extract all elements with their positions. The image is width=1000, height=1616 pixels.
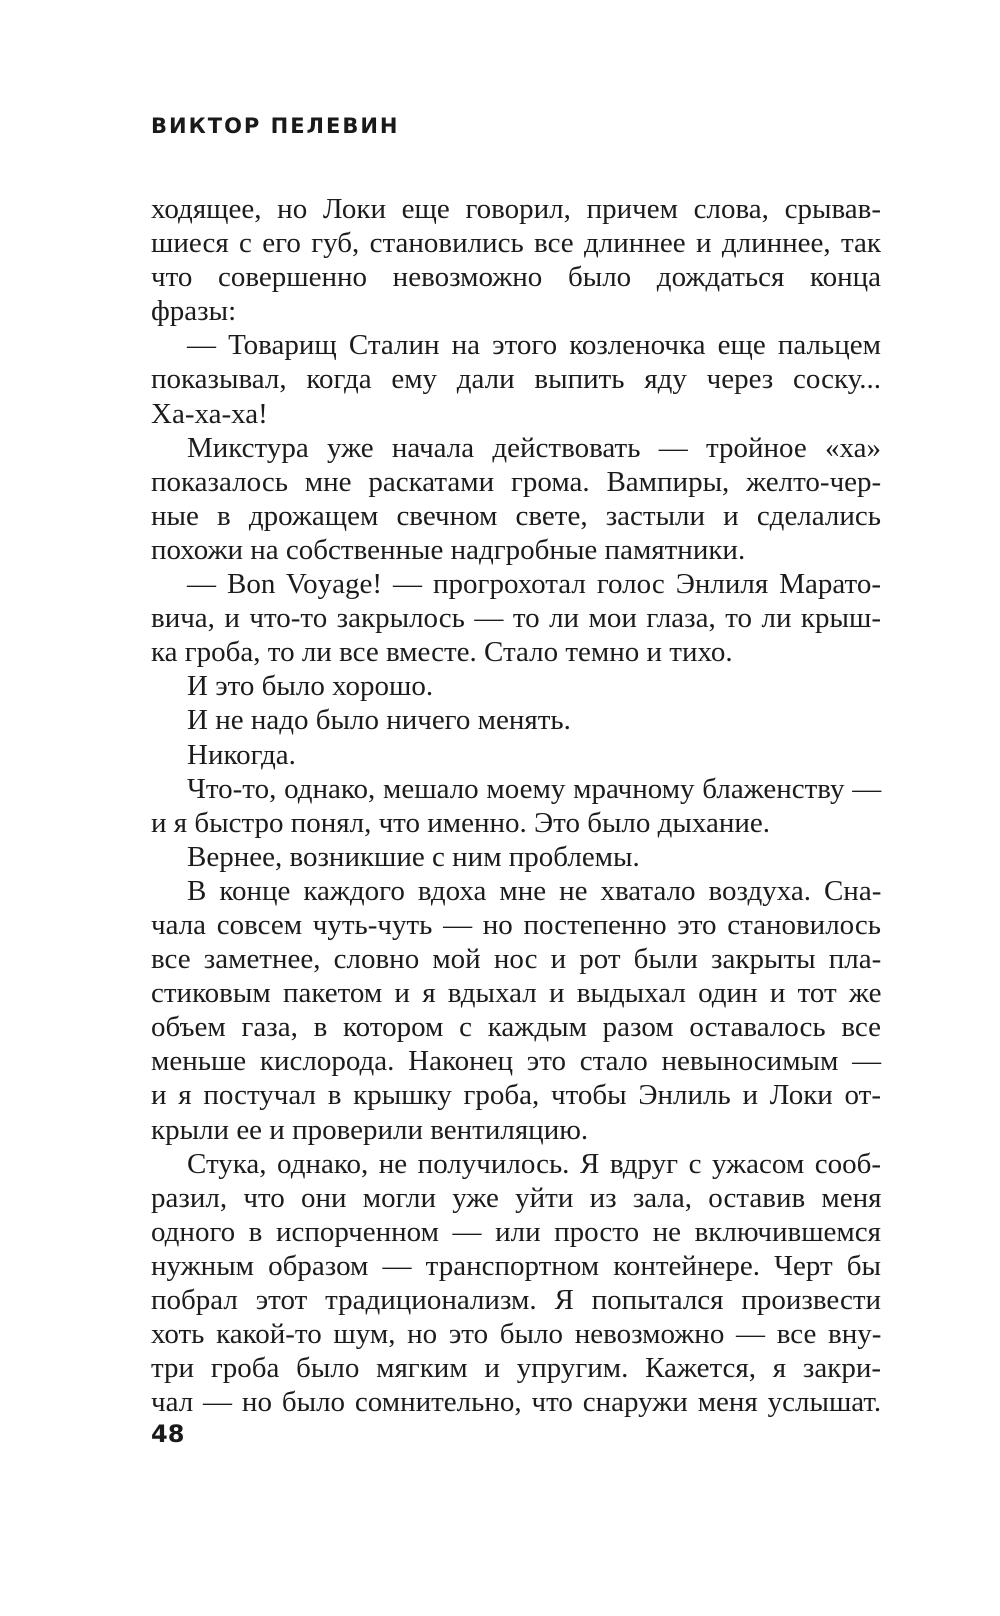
text-line: вича, и что-то закрылось — то ли мои глаза, то ли крыш- [151,602,881,635]
text-line: крыли ее и проверили вентиляцию. [151,1113,589,1146]
body-text [151,192,881,1419]
text-line: и я постучал в крышку гроба, чтобы Энлиль и Локи от- [151,1079,881,1112]
text-line: ходящее, но Локи еще говорил, причем слова, срывав- [151,193,881,225]
text-line: Микстура уже начала действовать — тройное «ха» [187,431,881,464]
text-line: хоть какой-то шум, но это было невозможно — все вну- [151,1318,882,1351]
text-line: похожи на собственные надгробные памятники. [151,533,746,566]
text-line: — Товарищ Сталин на этого козленочка еще пальцем [187,329,881,362]
page-number: 48 [151,1420,185,1448]
text-line: что совершенно невозможно было дождаться конца [151,261,882,294]
text-line: все заметнее, словно мой нос и рот были закрыты пла- [151,943,882,976]
text-line: — Bon Voyage! — прогрохотал голос Энлиля Марато- [187,568,881,601]
text-line: И это было хорошо. [187,670,434,703]
text-line: и я быстро понял, что именно. Это было дыхание. [151,806,771,839]
text-line: фразы: [151,295,237,328]
text-line: ка гроба, то ли все вместе. Стало темно и тихо. [151,636,733,669]
text-line: меньше кислорода. Наконец это стало невыносимым — [151,1045,882,1078]
text-line: Никогда. [187,738,296,771]
text-line: чал — но было сомнительно, что снаружи меня услышат. [151,1386,882,1419]
text-line: Что-то, однако, мешало моему мрачному блаженству — [187,772,882,805]
text-line: нужным образом — транспортном контейнере. Черт бы [151,1249,881,1282]
text-line: Вернее, возникшие с ним проблемы. [187,840,640,873]
text-line: И не надо было ничего менять. [187,704,571,737]
text-line: шиеся с его губ, становились все длиннее и длиннее, так [151,227,881,260]
text-line: ные в дрожащем свечном свете, застыли и сделались [151,499,881,532]
text-line: три гроба было мягким и упругим. Кажется, я закри- [151,1352,881,1385]
text-line: показывал, когда ему дали выпить яду через соску... [151,363,881,396]
text-line: побрал этот традиционализм. Я попытался произвести [151,1284,882,1316]
text-line: Ха-ха-ха! [151,397,268,430]
text-line: В конце каждого вдоха мне не хватало воздуха. Сна- [187,874,882,907]
running-head: ВИКТОР ПЕЛЕВИН [151,114,400,138]
text-line: одного в испорченном — или просто не включившемся [151,1215,881,1248]
text-line: Стука, однако, не получилось. Я вдруг с ужасом сооб- [187,1147,881,1180]
text-line: объем газа, в котором с каждым разом оставалось все [151,1011,881,1044]
text-line: разил, что они могли уже уйти из зала, оставив меня [151,1181,882,1214]
text-line: стиковым пакетом и я вдыхал и выдыхал один и тот же [151,977,882,1010]
text-line: показалось мне раскатами грома. Вампиры, желто-чер- [151,465,882,498]
text-line: чала совсем чуть-чуть — но постепенно это становилось [151,908,881,941]
